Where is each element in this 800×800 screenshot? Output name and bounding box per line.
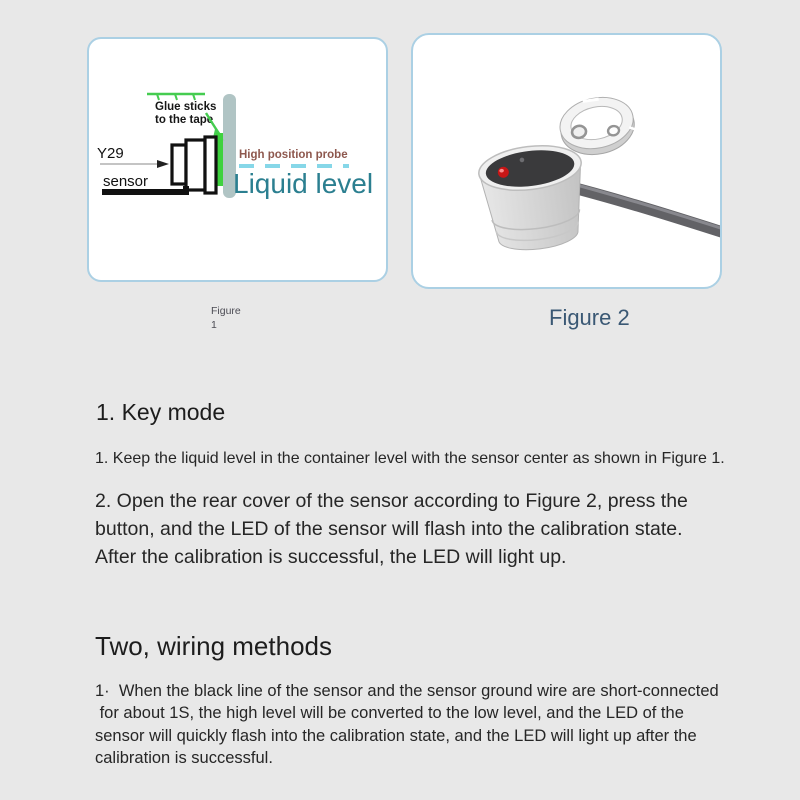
figure1-caption-line1: Figure bbox=[211, 305, 241, 317]
figure2-panel bbox=[411, 33, 722, 289]
liquid-level-label: Liquid level bbox=[233, 168, 374, 199]
glue-label-line2: to the tape bbox=[155, 114, 214, 126]
probe-label: High position probe bbox=[239, 149, 348, 161]
sensor-clamp bbox=[172, 137, 216, 193]
figure1-diagram bbox=[89, 39, 386, 280]
wiring-step1-line: for about 1S, the high level will be converted to the low level, and the LED of the bbox=[95, 704, 684, 723]
wiring-heading: Two, wiring methods bbox=[95, 631, 332, 661]
sensor-body bbox=[476, 140, 591, 255]
key-mode-step1: 1. Keep the liquid level in the container level with the sensor center as shown in Figure 1. bbox=[95, 450, 725, 467]
key-mode-step2-line: After the calibration is successful, the LED will light up. bbox=[95, 546, 567, 568]
key-mode-step2-line: 2. Open the rear cover of the sensor according to Figure 2, press the bbox=[95, 490, 688, 512]
figure1-caption bbox=[211, 304, 241, 332]
sensor-cable bbox=[559, 181, 720, 233]
ring-hole-right bbox=[607, 125, 620, 136]
wiring-step1-line: sensor will quickly flash into the calibration state, and the LED will light up after the bbox=[95, 726, 697, 745]
figure2-caption: Figure 2 bbox=[549, 305, 630, 330]
key-mode-step2 bbox=[95, 487, 735, 571]
figure1-caption-line2: 1 bbox=[211, 319, 217, 331]
key-mode-step2-line: button, and the LED of the sensor will flash into the calibration state. bbox=[95, 518, 683, 540]
wiring-step1-line: calibration is successful. bbox=[95, 748, 273, 767]
figure2-photo bbox=[413, 35, 720, 287]
glue-label-line1: Glue sticks bbox=[155, 101, 217, 113]
sensor-label: sensor bbox=[103, 173, 149, 190]
figure1-panel bbox=[87, 37, 388, 282]
wiring-step1 bbox=[95, 680, 725, 769]
key-mode-heading: 1. Key mode bbox=[96, 399, 226, 425]
tape-edge-line bbox=[147, 94, 205, 100]
model-label: Y29 bbox=[97, 145, 124, 162]
wiring-step1-line: 1· When the black line of the sensor and the sensor ground wire are short-connected bbox=[95, 682, 719, 700]
